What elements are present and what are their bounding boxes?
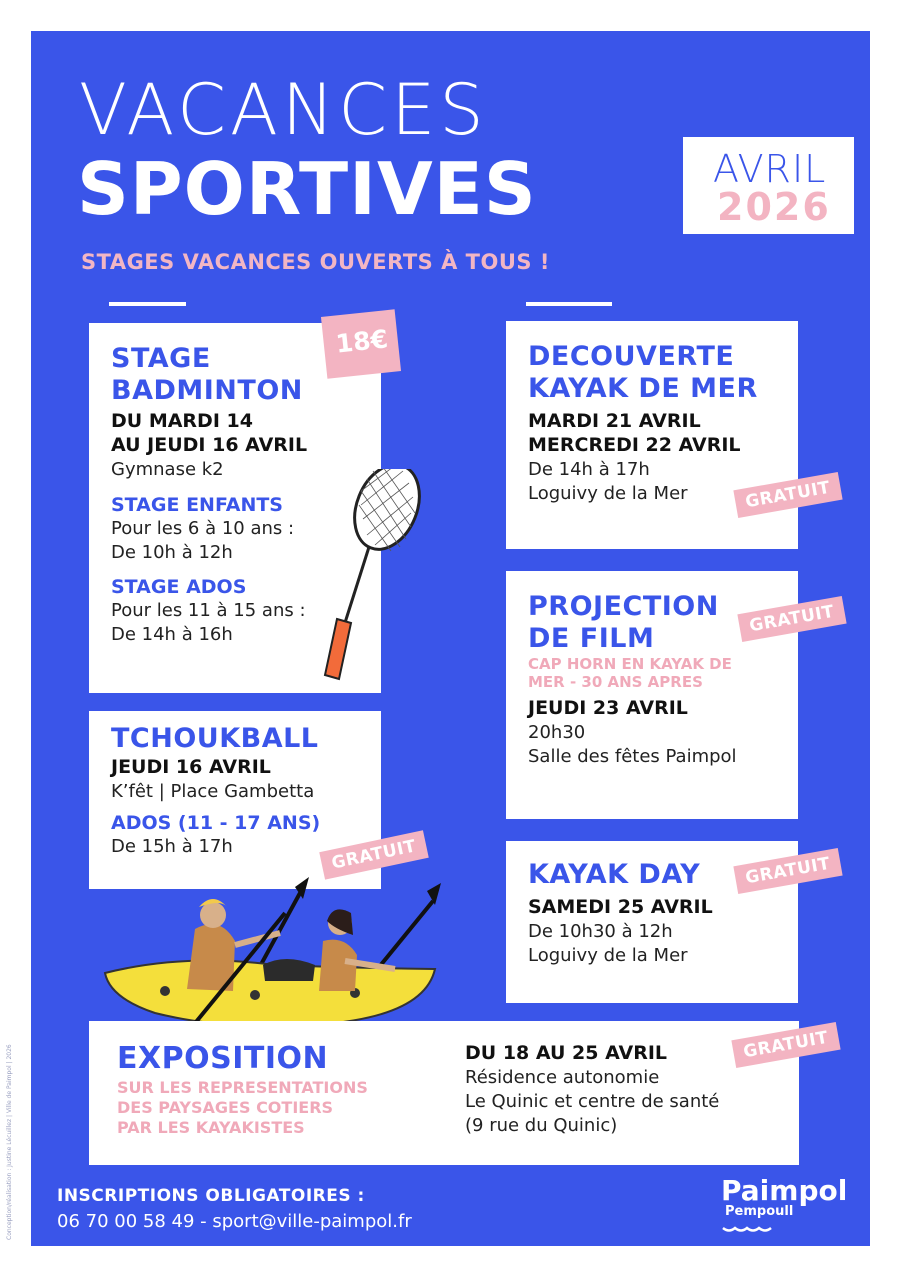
date-box (683, 137, 854, 234)
kayak-discovery-place: Loguivy de la Mer (528, 483, 688, 505)
badminton-title-2: BADMINTON (111, 374, 303, 406)
kayak-day-date: SAMEDI 25 AVRIL (528, 895, 713, 918)
price-label: 18€ (334, 324, 390, 359)
logo-text-bottom: Pempoull (725, 1204, 794, 1219)
kayak-discovery-date-2: MERCREDI 22 AVRIL (528, 434, 741, 457)
film-place: Salle des fêtes Paimpol (528, 746, 737, 768)
card-film (506, 571, 798, 819)
exposition-subtitle-1: SUR LES REPRESENTATIONS (117, 1078, 368, 1098)
subtitle: STAGES VACANCES OUVERTS À TOUS ! (81, 250, 550, 274)
tchoukball-date: JEUDI 16 AVRIL (111, 755, 271, 778)
logo-text-top: Paimpol (721, 1174, 848, 1207)
badge-gratuit-film: GRATUIT (737, 596, 846, 642)
badminton-title-1: STAGE (111, 343, 211, 374)
card-exposition (89, 1021, 799, 1165)
title-sportives: SPORTIVES (77, 147, 537, 231)
badminton-kids-hours: De 10h à 12h (111, 542, 233, 564)
film-time: 20h30 (528, 721, 586, 743)
paimpol-logo (721, 1174, 851, 1241)
credit-line: Conception/réalisation : Justine Lécuillez | Ville de Paimpol | 2026 (6, 1044, 13, 1240)
badminton-teens-ages: Pour les 11 à 15 ans : (111, 599, 306, 621)
badge-gratuit-exposition: GRATUIT (731, 1022, 840, 1068)
tchoukball-title: TCHOUKBALL (111, 723, 319, 754)
exposition-subtitle-3: PAR LES KAYAKISTES (117, 1118, 305, 1138)
badminton-place: Gymnase k2 (111, 459, 224, 481)
exposition-place-1: Résidence autonomie (465, 1066, 660, 1088)
footer-contact: 06 70 00 58 49 - sport@ville-paimpol.fr (57, 1211, 412, 1232)
film-date: JEUDI 23 AVRIL (528, 697, 688, 720)
exposition-place-2: Le Quinic et centre de santé (465, 1090, 720, 1112)
footer-label: INSCRIPTIONS OBLIGATOIRES : (57, 1186, 365, 1206)
film-title-1: PROJECTION (528, 591, 719, 622)
badminton-teens-title: STAGE ADOS (111, 575, 247, 598)
logo-wave-icon (721, 1224, 791, 1234)
kayak-day-place: Loguivy de la Mer (528, 944, 688, 966)
exposition-place-3: (9 rue du Quinic) (465, 1115, 618, 1137)
kayak-day-title: KAYAK DAY (528, 859, 701, 890)
badminton-kids-title: STAGE ENFANTS (111, 494, 283, 517)
divider-left (109, 302, 186, 306)
film-subtitle-2: MER - 30 ANS APRES (528, 673, 703, 692)
kayak-discovery-date-1: MARDI 21 AVRIL (528, 409, 701, 432)
film-title-2: DE FILM (528, 622, 655, 654)
price-tag (321, 309, 401, 378)
badminton-teens-hours: De 14h à 16h (111, 623, 233, 645)
date-year: 2026 (717, 185, 831, 229)
badge-gratuit-kayak-discovery: GRATUIT (733, 472, 842, 518)
tchoukball-place: K’fêt | Place Gambetta (111, 780, 315, 802)
date-month: AVRIL (713, 147, 827, 191)
badminton-racket-icon (311, 469, 426, 684)
badge-gratuit-tchoukball: GRATUIT (319, 830, 428, 879)
exposition-subtitle-2: DES PAYSAGES COTIERS (117, 1098, 334, 1118)
badminton-kids-ages: Pour les 6 à 10 ans : (111, 518, 295, 540)
exposition-date: DU 18 AU 25 AVRIL (465, 1042, 668, 1064)
film-subtitle-1: CAP HORN EN KAYAK DE (528, 654, 732, 673)
tchoukball-group: ADOS (11 - 17 ANS) (111, 811, 321, 834)
kayak-discovery-title-1: DECOUVERTE (528, 341, 735, 372)
title-vacances: VACANCES (79, 69, 488, 151)
kayak-discovery-title-2: KAYAK DE MER (528, 372, 758, 404)
badminton-date-1: DU MARDI 14 (111, 409, 253, 432)
divider-right (526, 302, 612, 306)
poster-background (31, 31, 870, 1246)
badge-gratuit-kayak-day: GRATUIT (733, 848, 842, 894)
kayak-day-hours: De 10h30 à 12h (528, 920, 673, 942)
tchoukball-hours: De 15h à 17h (111, 835, 233, 857)
kayak-discovery-hours: De 14h à 17h (528, 459, 650, 481)
exposition-title: EXPOSITION (117, 1041, 329, 1076)
badminton-date-2: AU JEUDI 16 AVRIL (111, 434, 308, 457)
